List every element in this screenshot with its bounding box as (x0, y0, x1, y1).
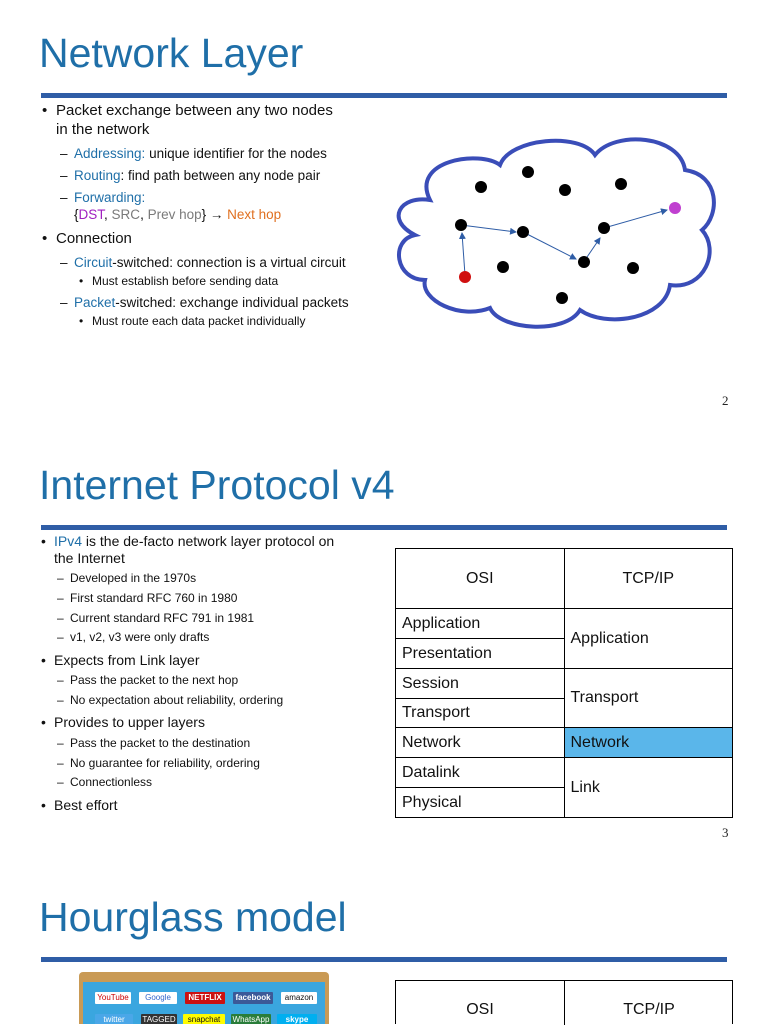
network-cloud-diagram (390, 130, 720, 335)
slide2-sub-item: – No guarantee for reliability, ordering (57, 756, 260, 770)
routing-term: Routing (74, 168, 121, 183)
tcpip-layer-transport: Transport (564, 669, 733, 728)
slide1-forwarding-item: – Forwarding: {DST, SRC, Prev hop} → Next hop (60, 190, 282, 222)
slide1-packet-sub: • Must route each data packet individually (79, 314, 306, 328)
amazon-logo: amazon (281, 992, 317, 1004)
slide2-title-rule (41, 525, 727, 530)
osi-layer-transport: Transport (396, 699, 565, 728)
node (556, 292, 568, 304)
twitter-logo: twitter (95, 1014, 133, 1024)
node (559, 184, 571, 196)
osi-layer-session: Session (396, 669, 565, 699)
slide2-sub-item: – v1, v2, v3 were only drafts (57, 630, 210, 644)
osi-layer-network: Network (396, 728, 565, 758)
slide3-tcpip-header: TCP/IP (623, 1001, 675, 1018)
slide1-bullet-packet-exchange: • Packet exchange between any two nodes in the network (42, 102, 333, 138)
whatsapp-logo: WhatsApp (232, 1015, 270, 1024)
slide2-sub-item: – First standard RFC 760 in 1980 (57, 591, 238, 605)
node (497, 261, 509, 273)
slide1-title: Network Layer (39, 30, 304, 76)
tcpip-layer-network: Network (564, 728, 733, 758)
osi-layer-datalink: Datalink (396, 758, 565, 788)
slide1-circuit-item: – Circuit-switched: connection is a virtual circuit (60, 255, 346, 270)
destination-node (669, 202, 681, 214)
slide2-title: Internet Protocol v4 (39, 462, 395, 508)
osi-tcpip-table (395, 548, 733, 818)
node (517, 226, 529, 238)
slide1-addressing-item: – Addressing: unique identifier for the nodes (60, 146, 327, 161)
tcpip-layer-link: Link (564, 758, 733, 818)
slide3-osi-header: OSI (466, 1001, 494, 1018)
slide1-packet-item: – Packet-switched: exchange individual packets (60, 295, 349, 310)
node (578, 256, 590, 268)
node (598, 222, 610, 234)
snapchat-logo: snapchat (183, 1014, 225, 1024)
tcpip-header: TCP/IP (564, 549, 733, 609)
node (475, 181, 487, 193)
netflix-logo: NETFLIX (185, 992, 225, 1004)
hourglass-apps-image (79, 972, 329, 1024)
node (455, 219, 467, 231)
slide2-bullet-expects: • Expects from Link layer (41, 652, 200, 668)
slide2-bullet-ipv4: • IPv4 is the de-facto network layer protocol on the Internet (41, 533, 335, 566)
node (522, 166, 534, 178)
skype-logo: skype (277, 1014, 317, 1024)
slide1-circuit-sub: • Must establish before sending data (79, 274, 279, 288)
slide1-title-rule (41, 93, 727, 98)
slide1-bullet-connection: • Connection (42, 230, 132, 247)
slide3-osi-tcpip-table (395, 980, 733, 1024)
slide2-bullet-provides: • Provides to upper layers (41, 714, 205, 730)
facebook-logo: facebook (233, 992, 273, 1004)
google-logo: Google (139, 992, 177, 1004)
tagged-logo: TAGGED (142, 1015, 176, 1024)
slide2-sub-item: – Developed in the 1970s (57, 571, 197, 585)
osi-layer-presentation: Presentation (396, 639, 565, 669)
slide2-sub-item: – Connectionless (57, 775, 153, 789)
tcpip-layer-application: Application (564, 609, 733, 669)
forwarding-term: Forwarding: (74, 190, 146, 205)
youtube-logo: YouTube (95, 992, 131, 1004)
slide1-page-number: 2 (722, 393, 729, 408)
slide1-routing-item: – Routing: find path between any node pair (60, 168, 321, 183)
addressing-term: Addressing: (74, 146, 146, 161)
slide2-sub-item: – Pass the packet to the destination (57, 736, 251, 750)
osi-header: OSI (396, 549, 565, 609)
osi-layer-application: Application (396, 609, 565, 639)
node (615, 178, 627, 190)
slide2-sub-item: – Current standard RFC 791 in 1981 (57, 611, 255, 625)
source-node (459, 271, 471, 283)
slide2-sub-item: – No expectation about reliability, ordering (57, 693, 284, 707)
osi-layer-physical: Physical (396, 788, 565, 818)
slide2-sub-item: – Pass the packet to the next hop (57, 673, 239, 687)
slide3-title-rule (41, 957, 727, 962)
slide3-title: Hourglass model (39, 894, 347, 940)
slide2-page-number: 3 (722, 825, 729, 840)
node (627, 262, 639, 274)
slide2-bullet-best-effort: • Best effort (41, 797, 118, 813)
